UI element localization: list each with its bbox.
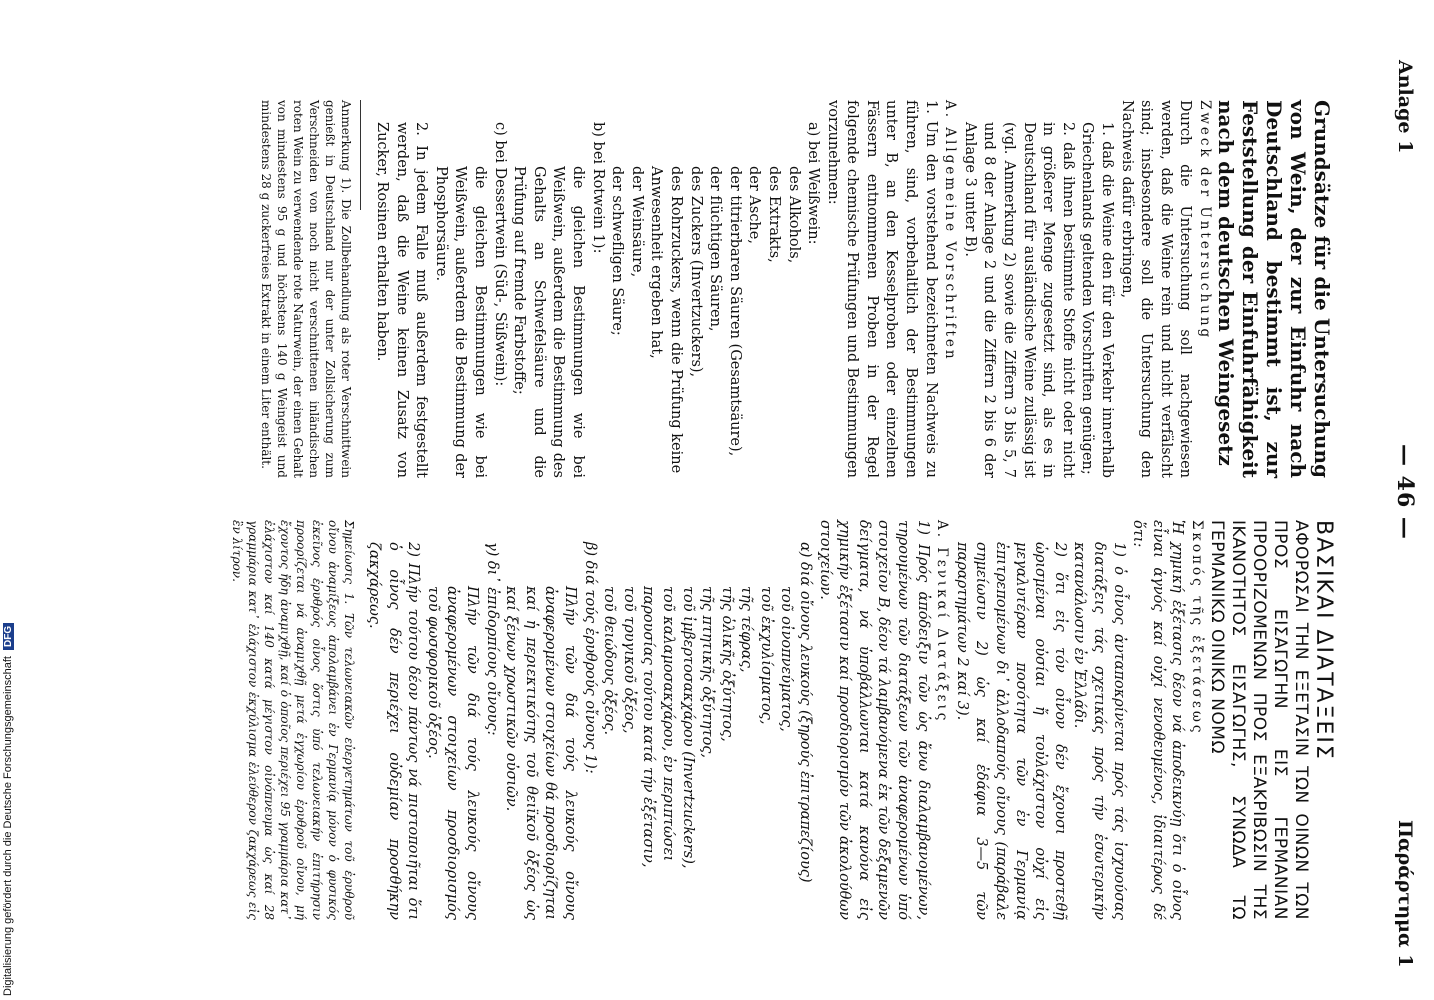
- parartima-label: Παράρτημα 1: [1394, 820, 1416, 968]
- german-white-list-item: des Zuckers (Invertzuckers),: [687, 166, 704, 378]
- credit-text: Digitalisierung gefördert durch die Deutsche Forschungsgemeinschaft: [2, 656, 14, 996]
- german-column: [258, 100, 1334, 478]
- greek-white-list-item: τῆς τέφρας,: [738, 586, 755, 673]
- greek-point-1: 1) ὁ οἶνος ἀνταποκρίνεται πρός τάς ἰσχυούσας διατάξεις τάς σχετικάς πρός τήν ἐσωτερικήν κατανάλωσιν ἐν Ἑλλάδι.: [1071, 542, 1127, 920]
- german-section-a: A. Allgemeine Vorschriften: [942, 100, 959, 362]
- greek-white-list-item: τοῦ ἰμβερτοσακχάρου (Invertzuckers),: [679, 586, 696, 869]
- greek-white-list-item: τοῦ τρυγικοῦ ὀξέος,: [620, 586, 637, 734]
- dfg-logo: DFG: [3, 623, 14, 650]
- greek-white-list-item: τῆς πτητικῆς ὀξύτητος,: [699, 586, 716, 759]
- german-dessert-head: c) bei Dessertwein (Süd-, Süßwein):: [491, 122, 508, 387]
- greek-dessert-text: Πλήν τῶν διά τούς λευκούς οἴνους ἀναφερομένων στοιχείων προσδιορισμός τοῦ φωσφορικοῦ ὀξέος.: [424, 586, 481, 920]
- german-white-list-item: des Extrakts,: [765, 166, 782, 263]
- greek-title: [1206, 520, 1334, 920]
- german-red-text: die gleichen Bestimmungen wie bei Weißwein, außerdem die Bestimmung des Gehalts an Schwefelsäure und die Prüfung auf fremde Farbstoffe;: [511, 166, 586, 478]
- german-white-list-item: der Asche,: [746, 166, 763, 244]
- anlage-label: Anlage 1: [1394, 60, 1416, 154]
- german-white-list-item: des Rohrzuckers, wenn die Prüfung keine Anwesenheit ergeben hat,: [648, 166, 684, 474]
- greek-dessert-head: γ) δι᾽ ἐπιδορπίους οἴνους:: [483, 542, 500, 736]
- greek-a1: 1) Πρός ἀπόδειξιν τῶν ὡς ἄνω διαλαμβανομένων, τηρουμένων τῶν διατάξεων τῶν ἀναφερομένων ὑπό στοιχεῖον Β, δέον τά λαμβανόμενα ἐκ τῶν δεξαμενῶν δείγματα, νά ὑποβάλλωνται κατά κανόνα εἰς χημικήν ἐξέτασιν καί προσδιορισμόν τῶν ἀκολούθων στοιχείων.: [816, 520, 931, 920]
- german-point-2: 2. daß ihnen bestimmte Stoffe nicht oder nicht in größerer Menge zugesetzt sind, als es in Deutschland für ausländische Weine zulässig ist (vgl. Anmerkung 2) sowie die Ziffern 3 bis 5, 7 und 8 der Anlage 2 und die Ziffern 2 bis 6 der Anlage 3 unter B).: [961, 122, 1076, 478]
- german-white-list-item: der flüchtigen Säuren,: [707, 166, 724, 332]
- german-a1: 1. Um den vorstehend bezeichneten Nachweis zu führen, sind, vorbehaltlich der Bestimmungen unter B, an den Kesselproben oder einzelnen Fässern entnommenen Proben in der Regel folgende chemische Prüfungen und Bestimmungen vorzunehmen:: [824, 100, 939, 478]
- greek-purpose-text: Ἡ χημική ἐξέτασις δέον νά ἀποδεικνύῃ ὅτι ὁ οἶνος εἶναι ἁγνός καί οὐχί νενοθευμένος, ἰδιαιτέρως δέ ὅτι:: [1130, 520, 1186, 920]
- greek-purpose-heading: Σκοπός τῆς ἐξετάσεως: [1189, 520, 1205, 736]
- german-footnote: Anmerkung 1). Die Zollbehandlung als roter Verschnittwein genießt in Deutschland nur der unter Zollsicherung zum Verschneiden von noch nicht verschnittenen inländischen roten Wein zu verwendende rote Naturwein, der einen Gehalt von mindestens 95 g und höchstens 140 g Weingeist und mindestens 28 g zuckerfreies Extrakt in einem Liter enthält.: [259, 100, 354, 478]
- german-white-list: [607, 100, 803, 478]
- german-purpose-text: Durch die Untersuchung soll nachgewiesen werden, daß die Weine rein und nicht verfälscht sind; insbesondere soll die Untersuchung den Nachweis dafür erbringen,: [1118, 100, 1194, 478]
- german-white-list-item: des Alkohols,: [785, 166, 802, 264]
- german-purpose-heading: Zweck der Untersuchung: [1197, 100, 1213, 341]
- german-dessert-text: die gleichen Bestimmungen wie bei Weißwein, außerdem die Bestimmung der Phosphorsäure.: [432, 166, 489, 478]
- greek-white-list-item: τοῦ καλαμοσακχάρου, ἐν περιπτώσει παρουσίας τούτου κατά τήν ἐξέτασιν,: [640, 586, 676, 868]
- greek-white-head: α) διά οἴνους λευκούς (ξηρούς ἐπιτραπεζίους): [797, 542, 814, 883]
- german-white-list-item: der schwefligen Säure;: [609, 166, 626, 336]
- german-a2: 2. In jedem Falle muß außerdem festgestellt werden, daß die Weine keinen Zusatz von Zucker, Rosinen erhalten haben.: [374, 122, 430, 478]
- greek-a2: 2) Πλήν τούτου δέον πάντως νά πιστοποιῆται ὅτι ὁ οἶνος δέν περιέχει οὐδεμίαν προσθήκην ζακχάρεως.: [366, 542, 422, 920]
- greek-point-2: 2) ὅτι εἰς τόν οἶνον δέν ἔχουσι προστεθῇ ὡρισμέναι οὐσίαι ἤ τοὐλάχιστον οὐχί εἰς μεγαλυτέραν ποσότητα τῶν ἐν Γερμανίᾳ ἐπιτρεπομένων δι᾽ ἀλλοδαπούς οἴνους (παράβαλε σημείωσιν 2) ὡς καί ἐδάφια 3—5 τῶν παραρτημάτων 2 καί 3).: [953, 542, 1068, 920]
- footnote-rule: [360, 100, 361, 210]
- greek-title-rest: ΑΦΟΡΩΣΑΙ ΤΗΝ ΕΞΕΤΑΣΙΝ ΤΩΝ ΟΙΝΩΝ ΤΩΝ ΠΡΟΣ ΕΙΣΑΓΩΓΗΝ ΕΙΣ ΓΕΡΜΑΝΙΑΝ ΠΡΟΟΡΙΖΟΜΕΝΩΝ ΠΡΟΣ ΕΞΑΚΡΙΒΩΣΙΝ ΤΗΣ ΙΚΑΝΟΤΗΤΟΣ ΕΙΣΑΓΩΓΗΣ, ΣΥΝΩΔΑ ΤΩ ΓΕΡΜΑΝΙΚΩ ΟΙΝΙΚΩ ΝΟΜΩ: [1207, 520, 1311, 920]
- greek-white-list: [599, 520, 795, 920]
- page-number: — 46 —: [1392, 444, 1418, 540]
- german-white-list-item: der titrierbaren Säuren (Gesamtsäure),: [726, 166, 743, 457]
- greek-white-list-item: τοῦ οἰνοπνεύματος,: [777, 586, 794, 732]
- greek-title-main: ΒΑΣΙΚΑΙ ΔΙΑΤΑΞΕΙΣ: [1311, 520, 1336, 761]
- german-red-head: b) bei Rotwein 1):: [589, 122, 606, 254]
- greek-white-list-item: τοῦ ἐκχυλίσματος,: [757, 586, 774, 725]
- greek-red-text: Πλήν τῶν διά τούς λευκούς οἴνους ἀναφερομένων στοιχείων θά προσδιορίζηται καί ἡ περιεκτικότης τοῦ θειϊκοῦ ὀξέος ὡς καί ξένων χρωστικῶν οὐσιῶν.: [503, 586, 578, 920]
- greek-column: [229, 520, 1334, 920]
- german-point-1: 1. daß die Weine den für den Verkehr innerhalb Griechenlands geltenden Vorschriften genügen;: [1079, 122, 1116, 478]
- german-title: Grundsätze für die Untersuchung von Wein, der zur Einfuhr nach Deutschland bestimmt ist, zur Feststellung der Einfuhrfähigkeit nach dem deutschen Weingesetz: [1214, 100, 1334, 478]
- greek-footnote: Σημείωσις 1. Τῶν τελωνειακῶν εὐεργετημάτων τοῦ ἐρυθροῦ οἴνου ἀναμίξεως ἀπολαμβάνει ἐν Γερμανίᾳ μόνον ὁ φυσικός ἐκεῖνος ἐρυθρός οἶνος ὅστις ὑπό τελωνειακήν ἐπιτήρησιν προορίζεται νά ἀναμιχθῇ μετά ἐγχωρίου ἐρυθροῦ οἴνου, μή ἔχοντος ἤδη ἀναμιχθῇ, καί ὁ ὁποῖος περιέχει 95 γραμμάρια κατ᾽ ἐλάχιστον καί 140 κατά μέγιστον οἰνόπνευμα ὡς καί 28 γραμμάρια κατ᾽ ἐλάχιστον ἐκχύλισμα ἐλεύθερον ζακχάρεως εἰς ἓν λίτρον.: [230, 520, 357, 920]
- german-white-list-item: der Weinsäure,: [628, 166, 645, 278]
- greek-red-head: β) διά τούς ἐρυθρούς οἴνους 1):: [581, 542, 598, 774]
- german-white-head: a) bei Weißwein:: [805, 122, 822, 245]
- greek-white-list-item: τοῦ θειώδους ὀξέος.: [601, 586, 618, 736]
- greek-white-list-item: τῆς ὁλικῆς ὀξύτητος,: [718, 586, 735, 742]
- greek-section-a: Α. Γενικαί Διατάξεις: [934, 520, 951, 724]
